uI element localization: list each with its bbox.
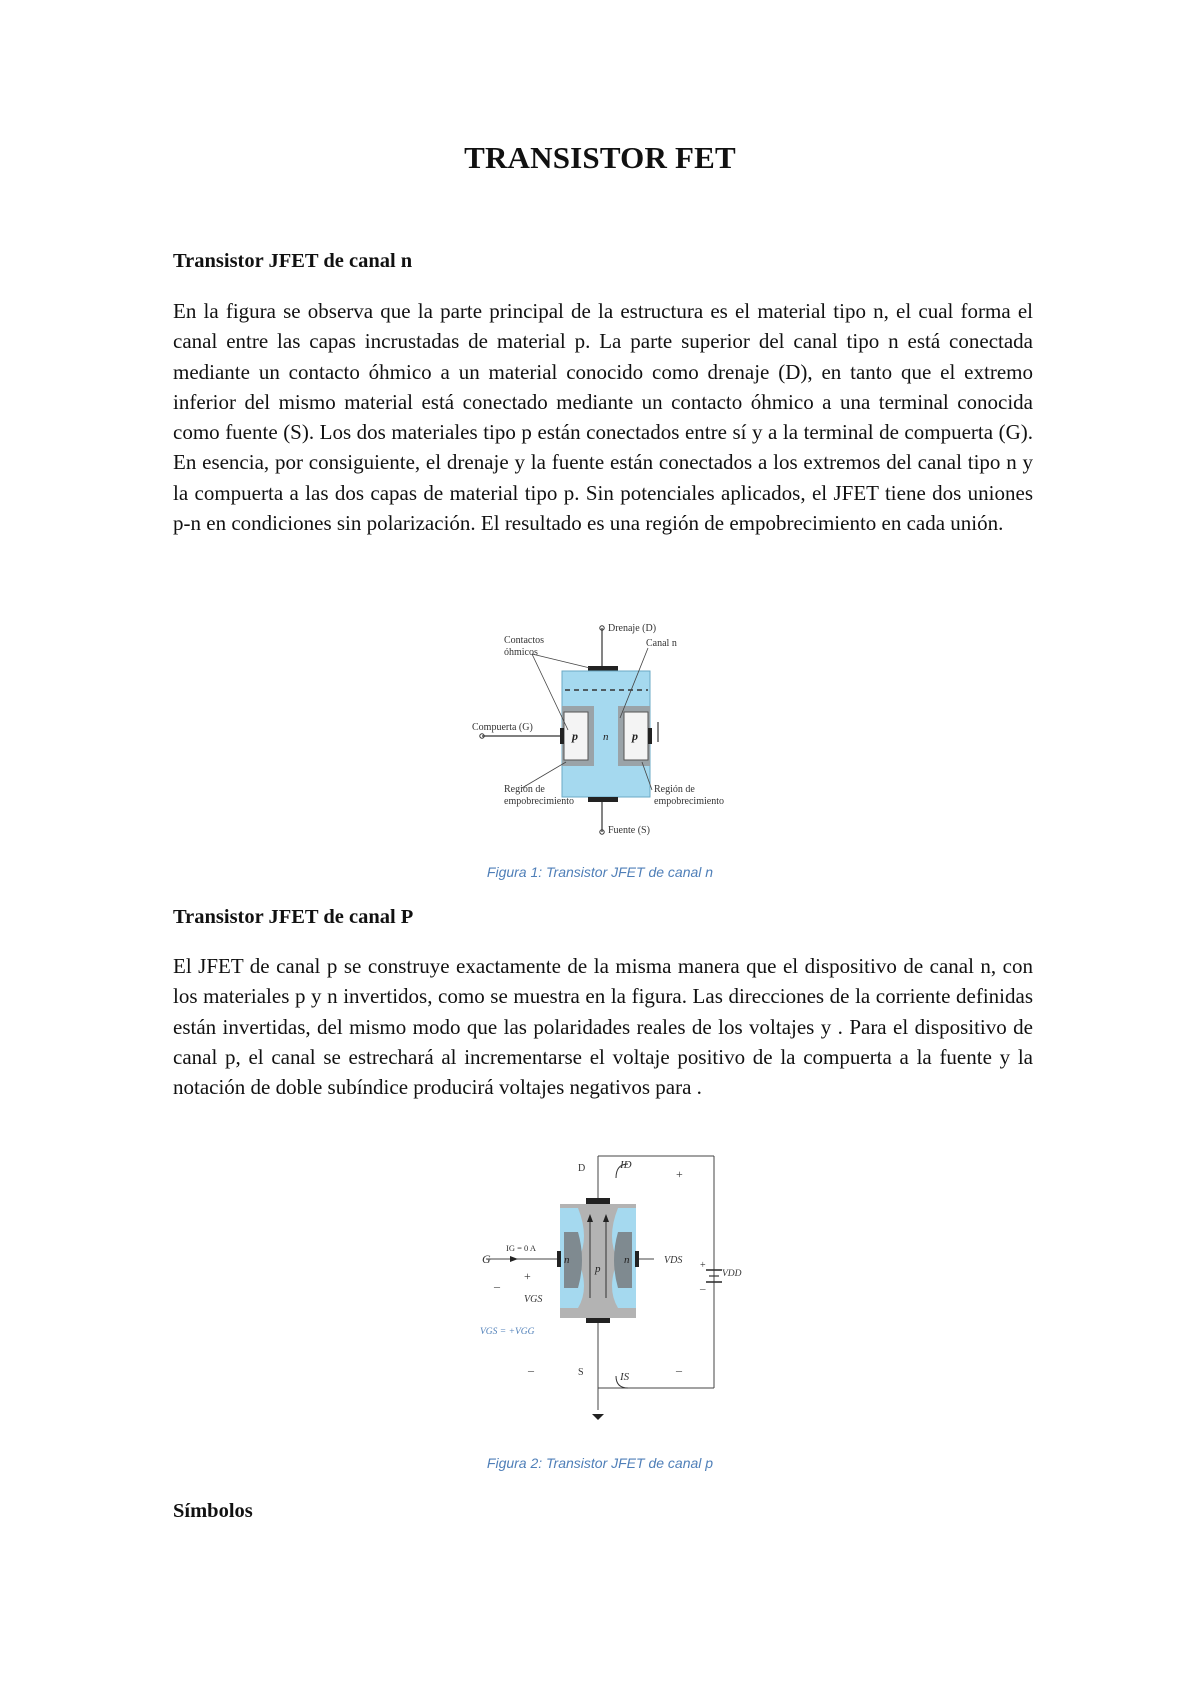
label-vgs: VGS — [524, 1294, 543, 1305]
label-p-left: p — [572, 729, 578, 743]
label-vdd-plus: + — [700, 1260, 706, 1271]
label-region-right-2: empobrecimiento — [654, 796, 724, 807]
label-n-left: n — [564, 1254, 570, 1266]
document-title: TRANSISTOR FET — [464, 140, 736, 175]
label-region-left-1: Región de — [504, 784, 545, 795]
label-p: p — [595, 1263, 601, 1275]
label-canal-n: Canal n — [646, 638, 677, 649]
label-vgs-eq: VGS = +VGG — [480, 1327, 535, 1337]
label-is: IS — [620, 1371, 630, 1383]
label-compuerta: Compuerta (G) — [472, 722, 533, 733]
figure-1-caption: Figura 1: Transistor JFET de canal n — [486, 864, 714, 880]
label-vdd-minus: – — [700, 1283, 706, 1295]
label-s: S — [578, 1367, 584, 1378]
label-d: D — [578, 1163, 586, 1174]
label-fuente: Fuente (S) — [608, 825, 650, 836]
label-region-left-2: empobrecimiento — [504, 796, 574, 807]
label-vdd: VDD — [722, 1269, 742, 1279]
label-drenaje: Drenaje (D) — [608, 623, 657, 634]
section-heading-simbolos: Símbolos — [173, 1500, 253, 1522]
label-vds: VDS — [664, 1255, 683, 1266]
figure-p-channel-jfet — [478, 1148, 748, 1428]
label-region-right-1: Región de — [654, 784, 695, 795]
label-n-right: n — [624, 1254, 630, 1266]
label-ohmicos: óhmicos — [504, 647, 538, 658]
label-n-mid: n — [603, 731, 609, 743]
label-contactos: Contactos — [504, 635, 544, 646]
figure-n-channel-jfet — [470, 618, 750, 838]
label-id: ID — [620, 1159, 632, 1171]
label-minus-bottom-left: – — [528, 1363, 534, 1377]
label-g: G — [482, 1252, 491, 1266]
figure-2-caption: Figura 2: Transistor JFET de canal p — [486, 1455, 714, 1471]
label-ig: IG = 0 A — [506, 1243, 537, 1253]
section-heading-p-channel: Transistor JFET de canal P — [173, 906, 414, 928]
section-paragraph-n-channel: En la figura se observa que la parte principal de la estructura es el material tipo n, el cual forma el canal entre las capas incrustadas de material p. La parte superior del canal tipo n está conectada mediante un contacto óhmico a un material conocido como drenaje (D), en tanto que el extremo inferior del mismo material está conectado mediante un contacto óhmico a una terminal conocida como fuente (S). Los dos materiales tipo p están conectados entre sí y a la terminal de compuerta (G). En esencia, por consiguiente, el drenaje y la fuente están conectados a los extremos del canal tipo n y la compuerta a las dos capas de material tipo p. Sin potenciales aplicados, el JFET tiene dos uniones p-n en condiciones sin polarización. El resultado es una región de empobrecimiento en cada unión. — [173, 299, 1033, 536]
section-heading-n-channel: Transistor JFET de canal n — [173, 250, 413, 272]
label-vgs-minus-left: – — [494, 1279, 500, 1293]
label-plus-top: + — [676, 1167, 683, 1181]
section-paragraph-p-channel: El JFET de canal p se construye exactamente de la misma manera que el dispositivo de canal n, con los materiales p y n invertidos, como se muestra en la figura. Las direcciones de la corriente definidas están invertidas, del mismo modo que las polaridades reales de los voltajes y . Para el dispositivo de canal p, el canal se estrechará al incrementarse el voltaje positivo de la compuerta a la fuente y la notación de doble subíndice producirá voltajes negativos para . — [173, 954, 1033, 1100]
label-minus-bottom-right: – — [676, 1363, 682, 1377]
label-p-right: p — [632, 729, 638, 743]
label-vgs-plus: + — [524, 1269, 531, 1283]
